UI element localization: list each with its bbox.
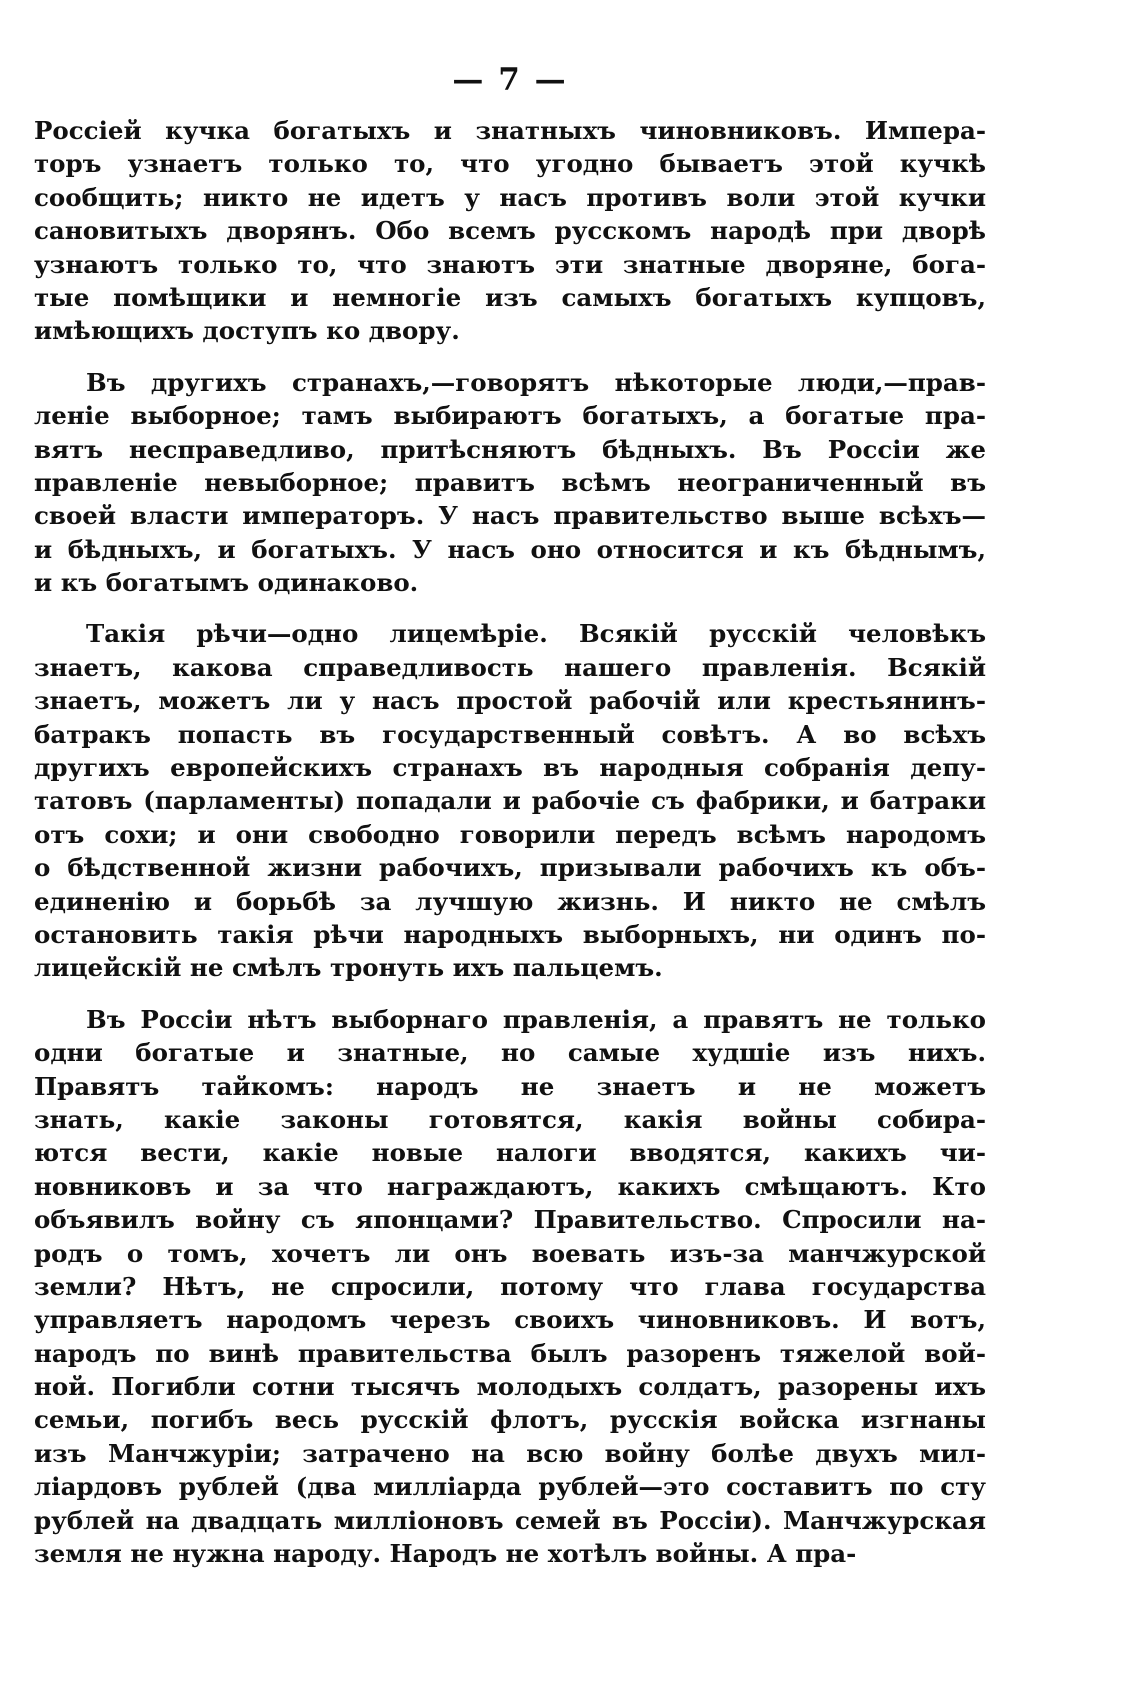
text-line: своей власти императоръ. У насъ правительство выше всѣхъ— xyxy=(34,501,986,531)
paragraph xyxy=(34,617,986,984)
page-text xyxy=(34,114,986,1570)
text-line: лицейскiй не смѣлъ тронуть ихъ пальцемъ. xyxy=(34,953,663,983)
text-line: Такiя рѣчи—одно лицемѣрiе. Всякiй русскiй человѣкъ xyxy=(86,619,986,649)
text-line: Россiей кучка богатыхъ и знатныхъ чиновниковъ. Импера- xyxy=(34,116,986,145)
book-page xyxy=(34,60,986,1660)
text-line: остановить такiя рѣчи народныхъ выборныхъ, ни одинъ по- xyxy=(34,919,986,949)
text-line: ются вести, какiе новые налоги вводятся, какихъ чи- xyxy=(34,1138,986,1168)
text-line: торъ узнаетъ только то, что угодно бываетъ этой кучкѣ xyxy=(34,149,986,179)
page-number: — 7 — xyxy=(452,62,568,98)
text-line: Въ другихъ странахъ,—говорятъ нѣкоторые люди,—прав- xyxy=(86,367,986,397)
text-line: о бѣдственной жизни рабочихъ, призывали рабочихъ къ объ- xyxy=(34,853,986,883)
text-line: узнаютъ только то, что знаютъ эти знатные дворяне, бога- xyxy=(34,249,986,279)
text-line: тые помѣщики и немногiе изъ самыхъ богатыхъ купцовъ, xyxy=(34,282,986,312)
text-line: изъ Манчжурiи; затрачено на всю войну болѣе двухъ мил- xyxy=(34,1438,986,1468)
text-line: сообщить; никто не идетъ у насъ противъ воли этой кучки xyxy=(34,182,986,212)
text-line: управляетъ народомъ черезъ своихъ чиновниковъ. И вотъ, xyxy=(34,1305,986,1335)
text-line: семьи, погибъ весь русскiй флотъ, русскiя войска изгнаны xyxy=(34,1405,986,1435)
paragraph xyxy=(34,1003,986,1571)
text-line: единенiю и борьбѣ за лучшую жизнь. И никто не смѣлъ xyxy=(34,886,986,916)
text-line: сановитыхъ дворянъ. Обо всемъ русскомъ народѣ при дворѣ xyxy=(34,216,986,246)
text-line: отъ сохи; и они свободно говорили передъ всѣмъ народомъ xyxy=(34,819,986,849)
text-line: ной. Погибли сотни тысячъ молодыхъ солдатъ, разорены ихъ xyxy=(34,1372,986,1402)
paragraph xyxy=(34,366,986,600)
text-line: Въ Россiи нѣтъ выборнаго правленiя, а правятъ не только xyxy=(86,1004,986,1034)
text-line: знаетъ, какова справедливость нашего правленiя. Всякiй xyxy=(34,652,986,682)
text-line: ленiе выборное; тамъ выбираютъ богатыхъ, а богатые пра- xyxy=(34,401,986,431)
paragraph xyxy=(34,114,986,348)
text-line: и къ богатымъ одинаково. xyxy=(34,568,419,598)
text-line: земли? Нѣтъ, не спросили, потому что глава государства xyxy=(34,1271,986,1301)
text-line: народъ по винѣ правительства былъ разоренъ тяжелой вой- xyxy=(34,1338,986,1368)
text-line: знать, какiе законы готовятся, какiя войны собира- xyxy=(34,1104,986,1134)
text-line: и бѣдныхъ, и богатыхъ. У насъ оно относится и къ бѣднымъ, xyxy=(34,534,986,564)
text-line: батракъ попасть въ государственный совѣтъ. А во всѣхъ xyxy=(34,719,986,749)
text-line: имѣющихъ доступъ ко двору. xyxy=(34,316,460,346)
text-line: объявилъ войну съ японцами? Правительство. Спросили на- xyxy=(34,1205,986,1235)
text-line: одни богатые и знатные, но самые худшiе изъ нихъ. xyxy=(34,1038,986,1068)
text-line: лiардовъ рублей (два миллiарда рублей—это составитъ по сту xyxy=(34,1472,986,1502)
text-line: правленiе невыборное; правитъ всѣмъ неограниченный въ xyxy=(34,467,986,497)
text-line: новниковъ и за что награждаютъ, какихъ смѣщаютъ. Кто xyxy=(34,1171,986,1201)
text-line: земля не нужна народу. Народъ не хотѣлъ войны. А пра- xyxy=(34,1539,857,1569)
text-line: татовъ (парламенты) попадали и рабочiе съ фабрики, и батраки xyxy=(34,786,986,816)
text-line: знаетъ, можетъ ли у насъ простой рабочiй или крестьянинъ- xyxy=(34,686,986,716)
text-line: рублей на двадцать миллiоновъ семей въ Россiи). Манчжурская xyxy=(34,1505,986,1535)
text-line: вятъ несправедливо, притѣсняютъ бѣдныхъ. Въ Россiи же xyxy=(34,434,986,464)
text-line: родъ о томъ, хочетъ ли онъ воевать изъ-за манчжурской xyxy=(34,1238,986,1268)
text-line: другихъ европейскихъ странахъ въ народныя собранiя депу- xyxy=(34,753,986,783)
text-line: Правятъ тайкомъ: народъ не знаетъ и не можетъ xyxy=(34,1071,986,1101)
